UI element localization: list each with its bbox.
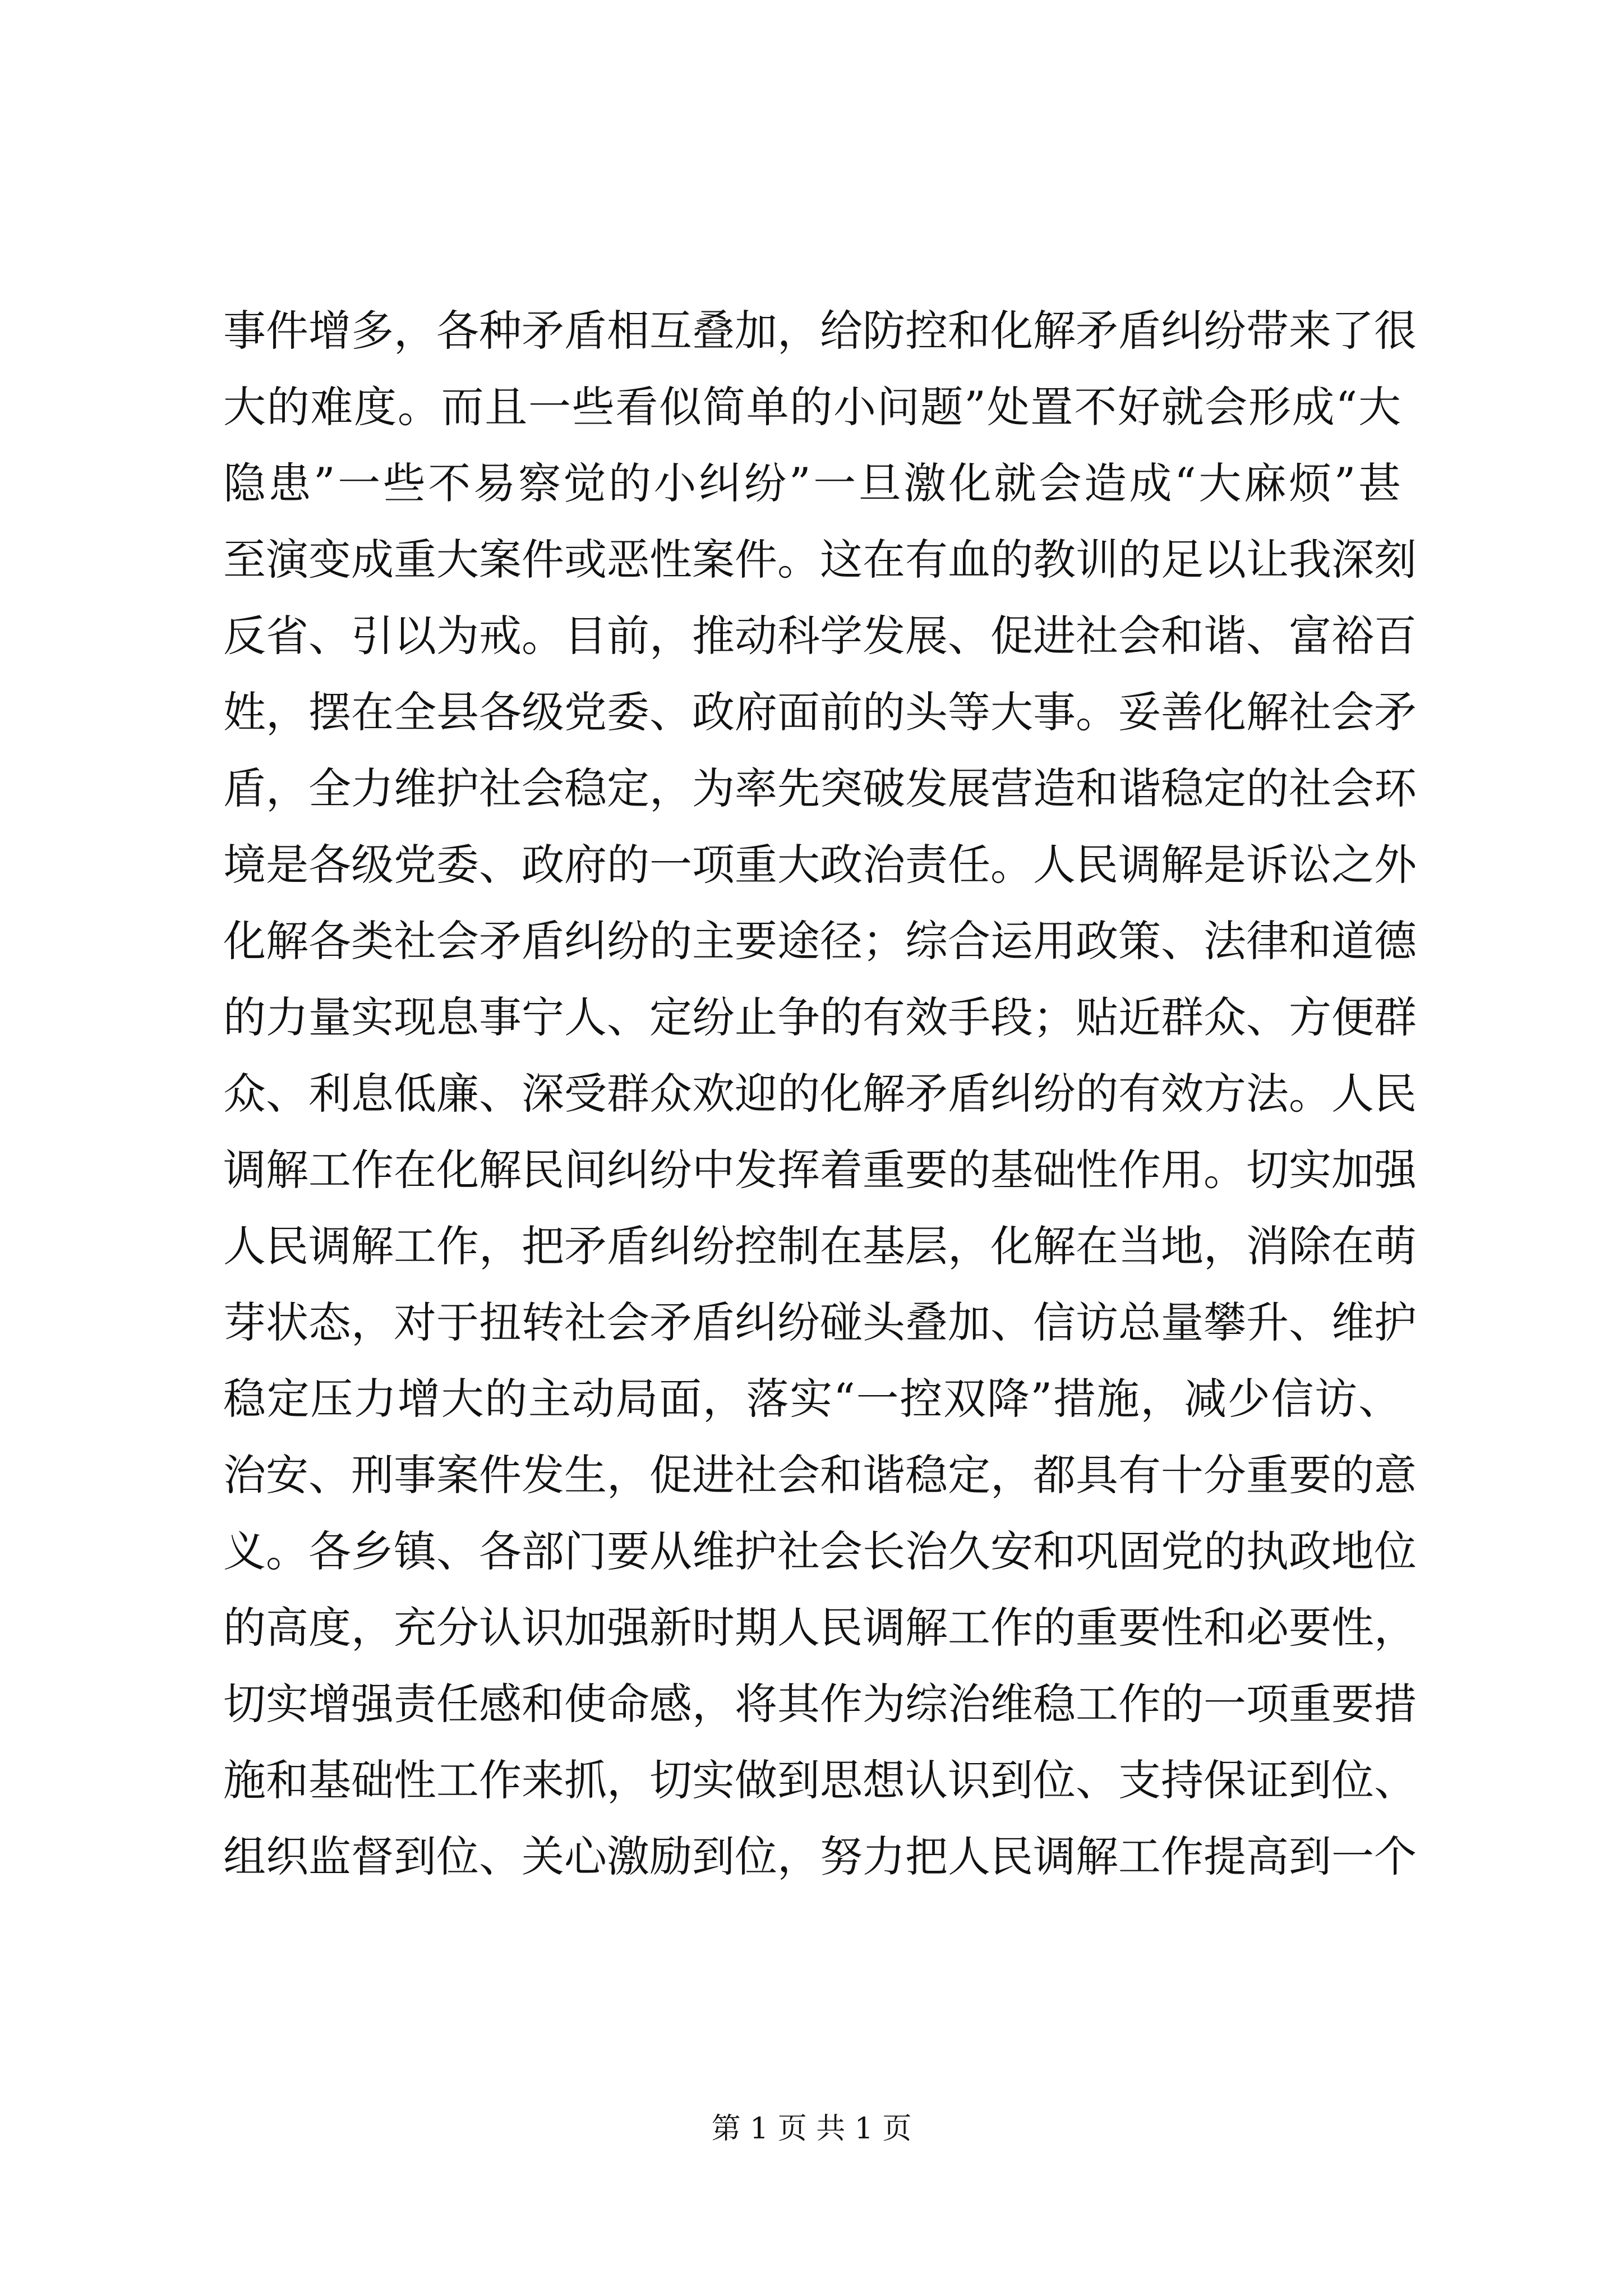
text-line: 盾，全力维护社会稳定，为率先突破发展营造和谐稳定的社会环 <box>223 763 1417 813</box>
text-line: 大的难度。而且一些看似简单的小问题”处置不好就会形成“大 <box>223 382 1401 432</box>
text-line: 切实增强责任感和使命感，将其作为综治维稳工作的一项重要措 <box>223 1679 1417 1729</box>
text-line: 的力量实现息事宁人、定纷止争的有效手段；贴近群众、方便群 <box>223 992 1417 1042</box>
text-line: 的高度，充分认识加强新时期人民调解工作的重要性和必要性， <box>223 1603 1417 1653</box>
text-line: 芽状态，对于扭转社会矛盾纠纷碰头叠加、信访总量攀升、维护 <box>223 1297 1417 1347</box>
text-line: 治安、刑事案件发生，促进社会和谐稳定，都具有十分重要的意 <box>223 1450 1417 1500</box>
text-line: 组织监督到位、关心激励到位，努力把人民调解工作提高到一个 <box>223 1832 1417 1881</box>
text-line: 反省、引以为戒。目前，推动科学发展、促进社会和谐、富裕百 <box>223 611 1417 661</box>
text-line: 事件增多，各种矛盾相互叠加，给防控和化解矛盾纠纷带来了很 <box>223 306 1417 356</box>
text-line: 隐患”一些不易察觉的小纠纷”一旦激化就会造成“大麻烦”甚 <box>223 458 1401 508</box>
text-line: 姓，摆在全县各级党委、政府面前的头等大事。妥善化解社会矛 <box>223 687 1417 737</box>
text-line: 稳定压力增大的主动局面，落实“一控双降”措施，减少信访、 <box>223 1374 1401 1424</box>
text-line: 至演变成重大案件或恶性案件。这在有血的教训的足以让我深刻 <box>223 535 1417 585</box>
page-number-label: 第 1 页 共 1 页 <box>711 2112 912 2146</box>
text-line: 化解各类社会矛盾纠纷的主要途径；综合运用政策、法律和道德 <box>223 916 1417 966</box>
text-line: 境是各级党委、政府的一项重大政治责任。人民调解是诉讼之外 <box>223 840 1417 890</box>
body-text <box>223 293 1417 1895</box>
text-line: 人民调解工作，把矛盾纠纷控制在基层，化解在当地，消除在萌 <box>223 1221 1417 1271</box>
text-line: 众、利息低廉、深受群众欢迎的化解矛盾纠纷的有效方法。人民 <box>223 1069 1417 1119</box>
page-footer <box>0 2109 1623 2148</box>
text-line: 义。各乡镇、各部门要从维护社会长治久安和巩固党的执政地位 <box>223 1526 1417 1576</box>
text-line: 调解工作在化解民间纠纷中发挥着重要的基础性作用。切实加强 <box>223 1145 1417 1195</box>
text-line: 施和基础性工作来抓，切实做到思想认识到位、支持保证到位、 <box>223 1755 1417 1805</box>
